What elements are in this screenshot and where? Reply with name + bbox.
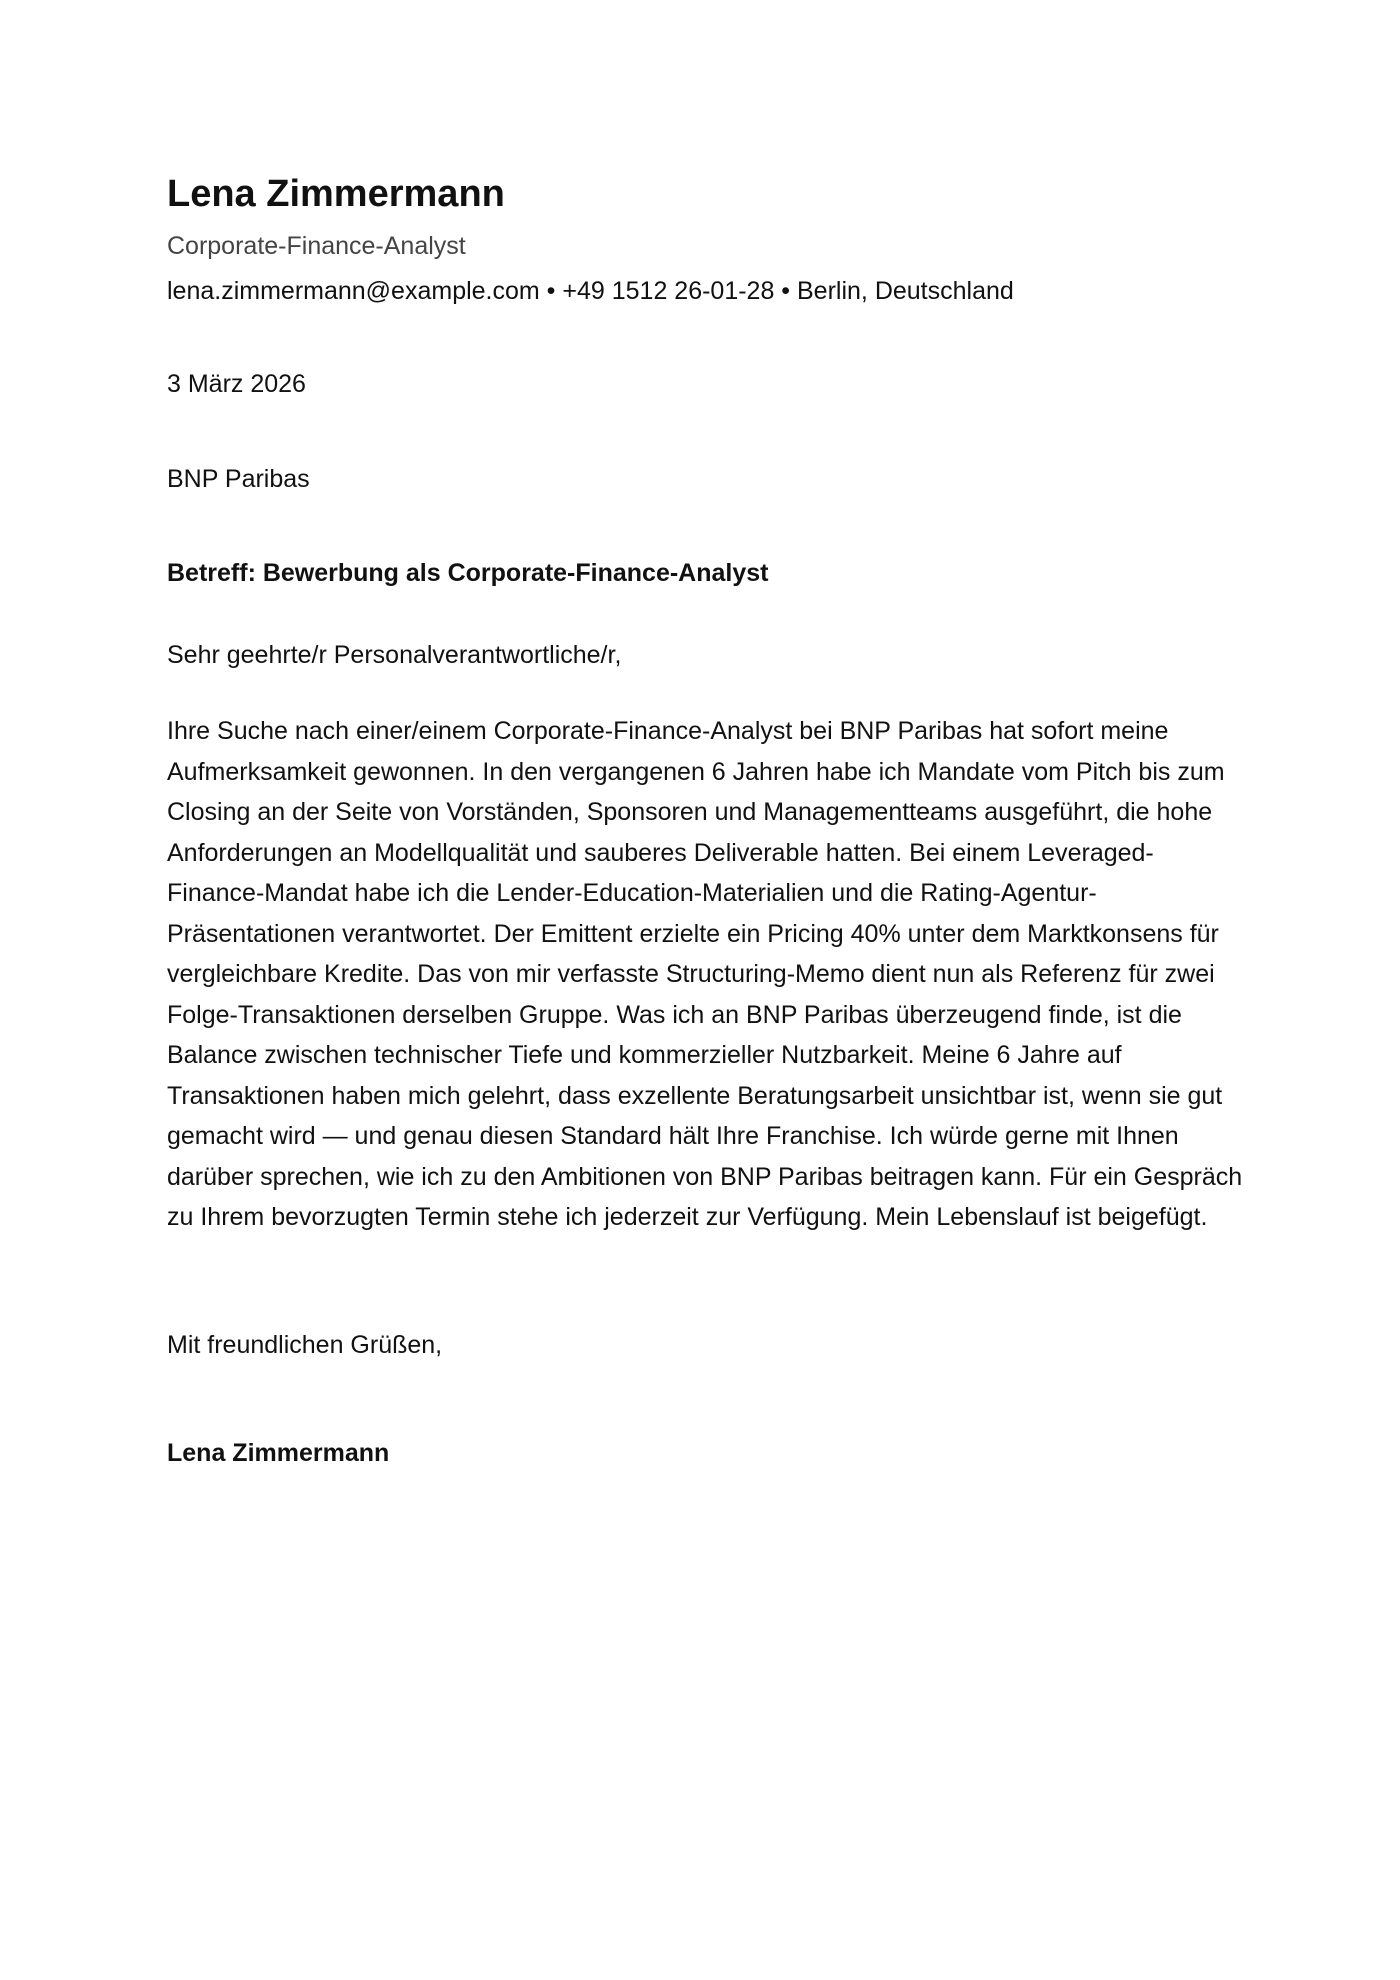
contact-line: lena.zimmermann@example.com • +49 1512 26-01-28 • Berlin, Deutschland (167, 277, 1014, 305)
subject-line: Betreff: Bewerbung als Corporate-Finance-Analyst (167, 559, 769, 587)
closing: Mit freundlichen Grüßen, (167, 1331, 443, 1359)
salutation: Sehr geehrte/r Personalverantwortliche/r, (167, 641, 622, 669)
recipient: BNP Paribas (167, 465, 310, 493)
letter-date: 3 März 2026 (167, 370, 306, 398)
applicant-title: Corporate-Finance-Analyst (167, 232, 466, 260)
signature: Lena Zimmermann (167, 1439, 390, 1467)
applicant-name: Lena Zimmermann (167, 173, 505, 215)
letter-body: Ihre Suche nach einer/einem Corporate-Finance-Analyst bei BNP Paribas hat sofort meine Aufmerksamkeit gewonnen. In den vergangenen 6 Jahren habe ich Mandate vom Pitch bis zum Closing an der Seite von Vorständen, Sponsoren und Managementteams ausgeführt, die hohe Anforderungen an Modellqualität und sauberes Deliverable hatten. Bei einem Leveraged-Finance-Mandat habe ich die Lender-Education-Materialien und die Rating-Agentur-Präsentationen verantwortet. Der Emittent erzielte ein Pricing 40% unter dem Marktkonsens für vergleichbare Kredite. Das von mir verfasste Structuring-Memo dient nun als Referenz für zwei Folge-Transaktionen derselben Gruppe. Was ich an BNP Paribas überzeugend finde, ist die Balance zwischen technischer Tiefe und kommerzieller Nutzbarkeit. Meine 6 Jahre auf Transaktionen haben mich gelehrt, dass exzellente Beratungsarbeit unsichtbar ist, wenn sie gut gemacht wird — und genau diesen Standard hält Ihre Franchise. Ich würde gerne mit Ihnen darüber sprechen, wie ich zu den Ambitionen von BNP Paribas beitragen kann. Für ein Gespräch zu Ihrem bevorzugten Termin stehe ich jederzeit zur Verfügung. Mein Lebenslauf ist beigefügt. (167, 717, 1243, 1231)
